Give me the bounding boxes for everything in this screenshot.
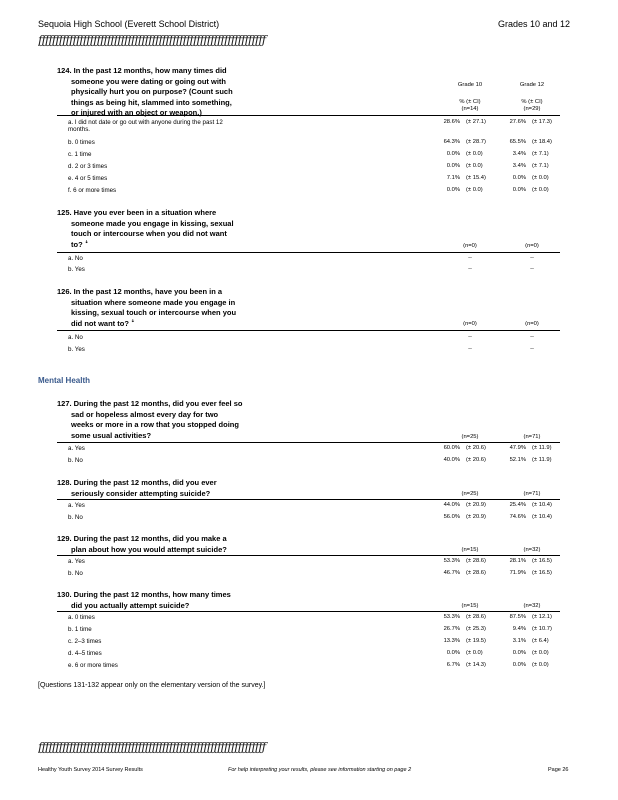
grade12-value: 0.0% (512, 662, 526, 668)
q128-n12: (n=71) (523, 491, 541, 497)
grade10-value: 56.0% (443, 514, 460, 520)
grade10-value: 53.3% (443, 558, 460, 564)
grade12-ci: (± 7.1) (532, 151, 549, 157)
grade10-value: 0.0% (446, 151, 460, 157)
question-line: someone made you engage in kissing, sexual (71, 218, 234, 228)
questions-note: [Questions 131-132 appear only on the elementary version of the survey.] (38, 682, 266, 689)
grade12-ci: (± 17.3) (532, 119, 552, 125)
grade12-value: 65.5% (509, 139, 526, 145)
option-label: b. 1 time (68, 626, 92, 633)
grade10-value: 7.1% (446, 175, 460, 181)
q127-n12: (n=71) (523, 434, 541, 440)
footer-help-link[interactable]: For help interpreting your results, please see information starting on page 2 (228, 767, 412, 773)
grade12-ci: (± 11.9) (532, 457, 552, 463)
question-line: 125. Have you ever been in a situation where (57, 208, 217, 217)
table-rule (57, 499, 560, 500)
grade12-value: 3.4% (512, 163, 526, 169)
grade10-ci: (± 20.6) (466, 457, 486, 463)
option-label: a. 0 times (68, 614, 95, 621)
grade12-value: 25.4% (509, 502, 526, 508)
grade10-ci: (± 28.6) (466, 614, 486, 620)
grade10-ci: (± 0.0) (466, 151, 483, 157)
page-number: Page 26 (548, 767, 569, 773)
grade10-value: 0.0% (446, 650, 460, 656)
question-line: or injured with an object or weapon.) (71, 108, 202, 117)
question-line: touch or intercourse when you did not want (71, 229, 227, 238)
grade12-n: (n=29) (523, 106, 541, 112)
grade10-ci: (± 15.4) (466, 175, 486, 181)
grade12-value: 9.4% (512, 626, 526, 632)
question-line: weeks or more in a row that you stopped doing (71, 420, 239, 429)
option-label: b. 0 times (68, 139, 95, 146)
grade10-value: 13.3% (443, 638, 460, 644)
q125-n10: (n=0) (463, 243, 477, 249)
option-label: e. 4 or 5 times (68, 175, 108, 182)
question-125 (57, 208, 272, 250)
option-label: c. 1 time (68, 151, 92, 158)
grade10-value: -- (468, 346, 472, 352)
option-label: a. I did not date or go out with anyone during the past 12 (68, 119, 223, 126)
grade12-ci: (± 12.1) (532, 614, 552, 620)
grade12-value: 27.6% (509, 119, 526, 125)
school-name: Sequoia High School (Everett School District) (38, 19, 220, 29)
grades-label: Grades 10 and 12 (498, 19, 571, 29)
question-128 (57, 478, 272, 499)
grade12-value: 3.4% (512, 151, 526, 157)
question-line: things as being hit, slammed into something, (71, 97, 232, 107)
grade12-ci: (± 16.5) (532, 558, 552, 564)
question-line: 129. During the past 12 months, did you make a (57, 534, 227, 543)
question-line: did you actually attempt suicide? (71, 600, 190, 610)
question-line: physically hurt you on purpose? (Count such (71, 87, 233, 96)
grade10-value: 44.0% (443, 502, 460, 508)
header-rule: ƒƒƒƒƒƒƒƒƒƒƒƒƒƒƒƒƒƒƒƒƒƒƒƒƒƒƒƒƒƒƒƒƒƒƒƒƒƒƒƒƒƒƒƒƒƒƒƒƒƒƒƒƒƒƒƒƒƒƒƒƒƒƒƒƒƒ (38, 33, 266, 47)
question-line: to? ꜜ (71, 239, 89, 249)
grade12-value: -- (530, 255, 534, 261)
q130-n10: (n=15) (461, 603, 479, 609)
option-label: b. Yes (68, 346, 85, 353)
grade12-value: 3.1% (512, 638, 526, 644)
grade12-ci: (± 10.4) (532, 502, 552, 508)
question-124 (57, 66, 272, 119)
grade12-value: 0.0% (512, 175, 526, 181)
question-130 (57, 590, 272, 611)
table-rule (57, 442, 560, 443)
grade12-ci: (± 7.1) (532, 163, 549, 169)
option-label: e. 6 or more times (68, 662, 118, 669)
grade12-value: 87.5% (509, 614, 526, 620)
grade10-value: 60.0% (443, 445, 460, 451)
option-label: b. No (68, 570, 83, 577)
grade12-ci: (± 18.4) (532, 139, 552, 145)
table-rule (57, 555, 560, 556)
question-line: 130. During the past 12 months, how many times (57, 590, 231, 599)
option-label-cont: months. (68, 126, 91, 133)
grade12-value: -- (530, 334, 534, 340)
grade12-value: 47.9% (509, 445, 526, 451)
grade10-ci: (± 20.9) (466, 502, 486, 508)
q129-n10: (n=15) (461, 547, 479, 553)
grade10-ci: (± 20.6) (466, 445, 486, 451)
grade10-value: -- (468, 266, 472, 272)
grade10-ci: (± 14.3) (466, 662, 486, 668)
question-line: someone you were dating or going out with (71, 76, 227, 86)
grade10-value: 53.3% (443, 614, 460, 620)
table-rule (57, 252, 560, 253)
option-label: a. Yes (68, 502, 85, 509)
question-line: 128. During the past 12 months, did you ever (57, 478, 217, 487)
footer-rule: ƒƒƒƒƒƒƒƒƒƒƒƒƒƒƒƒƒƒƒƒƒƒƒƒƒƒƒƒƒƒƒƒƒƒƒƒƒƒƒƒƒƒƒƒƒƒƒƒƒƒƒƒƒƒƒƒƒƒƒƒƒƒƒƒƒƒ (38, 740, 266, 754)
grade10-value: 6.7% (446, 662, 460, 668)
question-line: did not want to? ꜜ (71, 318, 135, 328)
question-line: some usual activities? (71, 430, 152, 440)
grade12-value: 0.0% (512, 650, 526, 656)
q126-n12: (n=0) (525, 321, 539, 327)
grade10-ci: (± 28.7) (466, 139, 486, 145)
footer-left: Healthy Youth Survey 2014 Survey Results (38, 767, 143, 773)
grade10-value: 28.6% (443, 119, 460, 125)
question-127 (57, 399, 272, 441)
grade12-ci: (± 6.4) (532, 638, 549, 644)
grade10-header: Grade 10 (457, 82, 483, 88)
grade10-ci: (± 20.9) (466, 514, 486, 520)
option-label: c. 2–3 times (68, 638, 102, 645)
grade10-pct-ci: % (± CI) (459, 99, 481, 105)
grade10-ci: (± 25.3) (466, 626, 486, 632)
grade12-value: 0.0% (512, 187, 526, 193)
grade12-value: 52.1% (509, 457, 526, 463)
option-label: d. 2 or 3 times (68, 163, 108, 170)
grade10-ci: (± 27.1) (466, 119, 486, 125)
grade12-value: 74.6% (509, 514, 526, 520)
q125-n12: (n=0) (525, 243, 539, 249)
option-label: d. 4–5 times (68, 650, 102, 657)
question-line: sad or hopeless almost every day for two (71, 409, 219, 419)
grade10-ci: (± 0.0) (466, 650, 483, 656)
question-line: 126. In the past 12 months, have you been in a (57, 287, 223, 296)
option-label: f. 6 or more times (68, 187, 117, 194)
option-label: a. Yes (68, 445, 85, 452)
grade10-value: -- (468, 255, 472, 261)
grade12-ci: (± 0.0) (532, 175, 549, 181)
section-title: Mental Health (38, 376, 91, 385)
option-label: a. Yes (68, 558, 85, 565)
question-line: situation where someone made you engage in (71, 297, 236, 307)
grade12-value: 28.1% (509, 558, 526, 564)
grade12-value: -- (530, 266, 534, 272)
grade12-ci: (± 0.0) (532, 662, 549, 668)
option-label: b. No (68, 457, 83, 464)
grade12-ci: (± 10.4) (532, 514, 552, 520)
option-label: b. Yes (68, 266, 85, 273)
grade10-ci: (± 19.5) (466, 638, 486, 644)
q130-n12: (n=32) (523, 603, 541, 609)
question-line: kissing, sexual touch or intercourse when you (71, 308, 237, 317)
grade10-value: 64.3% (443, 139, 460, 145)
q129-n12: (n=32) (523, 547, 541, 553)
q126-n10: (n=0) (463, 321, 477, 327)
q128-n10: (n=25) (461, 491, 479, 497)
question-line: 124. In the past 12 months, how many times did (57, 66, 227, 75)
grade12-value: -- (530, 346, 534, 352)
grade12-ci: (± 16.5) (532, 570, 552, 576)
question-line: plan about how you would attempt suicide? (71, 544, 227, 554)
grade12-pct-ci: % (± CI) (521, 99, 543, 105)
option-label: a. No (68, 334, 83, 341)
table-rule (57, 330, 560, 331)
grade10-value: 26.7% (443, 626, 460, 632)
grade10-value: 40.0% (443, 457, 460, 463)
option-label: a. No (68, 255, 83, 262)
question-line: 127. During the past 12 months, did you ever feel so (57, 399, 243, 408)
grade10-ci: (± 0.0) (466, 187, 483, 193)
grade10-value: 46.7% (443, 570, 460, 576)
grade12-header: Grade 12 (519, 82, 545, 88)
q127-n10: (n=25) (461, 434, 479, 440)
grade10-value: 0.0% (446, 187, 460, 193)
question-line: seriously consider attempting suicide? (71, 488, 211, 498)
question-126 (57, 287, 272, 329)
grade10-ci: (± 28.6) (466, 558, 486, 564)
grade12-ci: (± 0.0) (532, 650, 549, 656)
grade10-ci: (± 28.6) (466, 570, 486, 576)
grade12-ci: (± 10.7) (532, 626, 552, 632)
grade10-value: -- (468, 334, 472, 340)
question-129 (57, 534, 272, 555)
grade12-ci: (± 11.9) (532, 445, 552, 451)
grade10-value: 0.0% (446, 163, 460, 169)
grade12-ci: (± 0.0) (532, 187, 549, 193)
table-rule (57, 611, 560, 612)
grade10-n: (n=14) (461, 106, 479, 112)
grade12-value: 71.9% (509, 570, 526, 576)
option-label: b. No (68, 514, 83, 521)
grade10-ci: (± 0.0) (466, 163, 483, 169)
